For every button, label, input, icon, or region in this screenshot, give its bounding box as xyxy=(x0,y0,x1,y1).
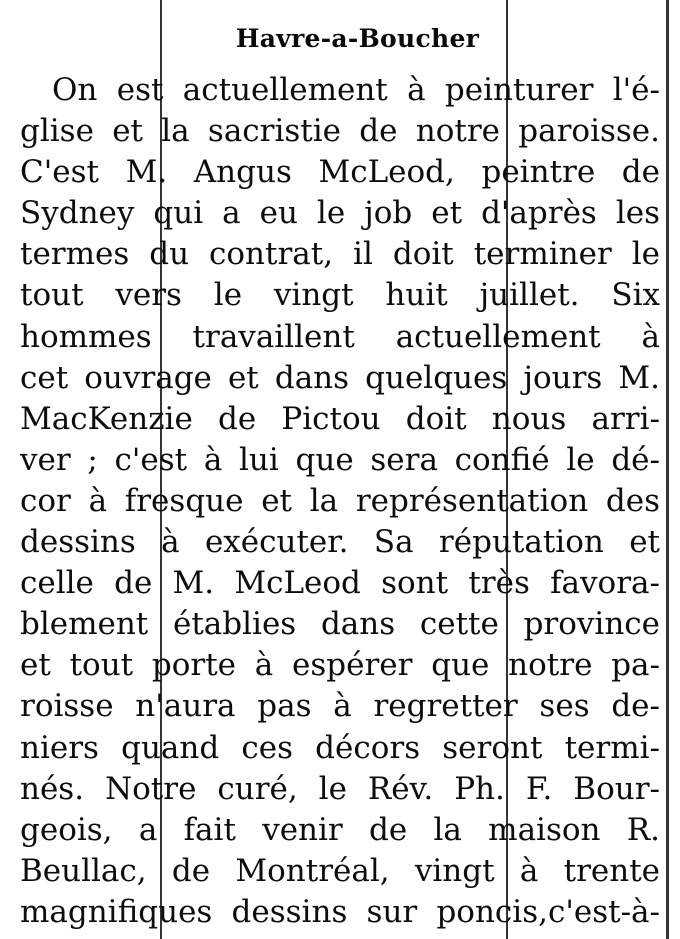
column-rule-edge xyxy=(666,0,669,939)
text-line: geois, a fait venir de la maison R. xyxy=(20,811,660,848)
text-line: hommes travaillent actuellement à xyxy=(20,318,660,355)
text-line: On est actuellement à peinturer l'é- xyxy=(52,72,660,108)
text-line: cor à fresque et la représentation des xyxy=(20,482,660,519)
text-line: MacKenzie de Pictou doit nous arri- xyxy=(20,400,660,437)
text-line: ver ; c'est à lui que sera confié le dé- xyxy=(20,441,660,478)
text-line: Beullac, de Montréal, vingt à trente xyxy=(20,852,660,889)
text-line: nés. Notre curé, le Rév. Ph. F. Bour- xyxy=(20,770,660,807)
text-line: C'est M. Angus McLeod, peintre de xyxy=(20,154,660,191)
text-line: termes du contrat, il doit terminer le xyxy=(20,236,660,273)
article-title: Havre-a-Boucher xyxy=(235,24,480,53)
text-line: cet ouvrage et dans quelques jours M. xyxy=(20,359,660,396)
article-body xyxy=(20,70,660,933)
text-line: glise et la sacristie de notre paroisse. xyxy=(20,113,660,150)
text-line: niers quand ces décors seront termi- xyxy=(20,729,660,766)
text-line: tout vers le vingt huit juillet. Six xyxy=(20,277,660,314)
text-line: dessins à exécuter. Sa réputation et xyxy=(20,524,660,561)
text-line: magnifiques dessins sur poncis,c'est-à- xyxy=(20,893,660,930)
text-line: blement établies dans cette province xyxy=(20,606,660,643)
text-line: et tout porte à espérer que notre pa- xyxy=(20,647,660,684)
text-line: celle de M. McLeod sont très favora- xyxy=(20,565,660,602)
text-line: Sydney qui a eu le job et d'après les xyxy=(20,195,660,232)
text-line: roisse n'aura pas à regretter ses de- xyxy=(20,688,660,725)
